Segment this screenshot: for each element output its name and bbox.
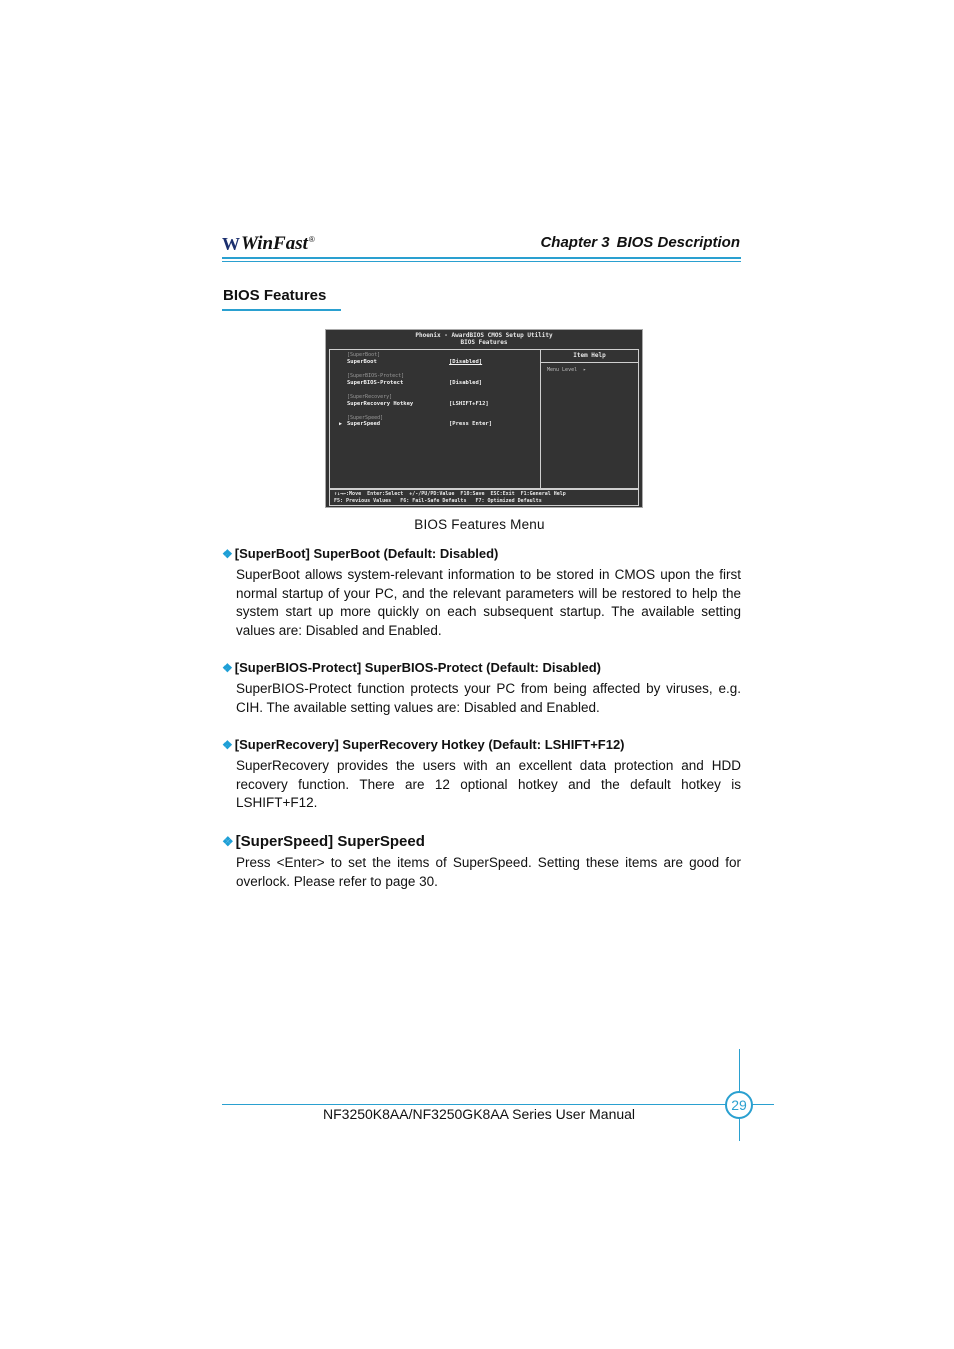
logo-registered: ®	[308, 235, 315, 244]
section-title: BIOS Features	[223, 287, 327, 304]
bios-group-label: [SuperSpeed]	[347, 415, 384, 421]
item-body-superbios-protect: SuperBIOS-Protect function protects your PC from being affected by viruses, e.g. CIH. The available setting values are: Disabled and Enabled.	[236, 681, 741, 715]
diamond-bullet-icon: ❖	[222, 737, 233, 752]
winfast-logo	[222, 233, 315, 255]
chapter-title: BIOS Description	[616, 234, 740, 251]
item-heading-text: [SuperSpeed] SuperSpeed	[235, 833, 425, 850]
item-heading-superrecovery	[222, 737, 625, 752]
bios-menu-level: Menu Level ▸	[547, 367, 587, 373]
bios-row-label[interactable]: SuperSpeed	[347, 421, 381, 427]
bios-row-value[interactable]: [Press Enter]	[449, 421, 493, 427]
bios-row-value[interactable]: [Disabled]	[449, 359, 483, 365]
footer-rule	[222, 1104, 774, 1105]
chapter-number: Chapter 3	[540, 234, 610, 251]
header-rule-thin	[222, 261, 741, 262]
bios-title: Phoenix - AwardBIOS CMOS Setup Utility	[415, 332, 553, 339]
page-number: 29	[725, 1091, 753, 1119]
bios-row-value[interactable]: [LSHIFT+F12]	[449, 401, 489, 407]
bios-row-label[interactable]: SuperRecovery Hotkey	[347, 401, 414, 407]
bios-footer-keys-1: ↑↓→←:Move Enter:Select +/-/PU/PD:Value F10:Save ESC:Exit F1:General Help	[334, 491, 566, 497]
logo-mark: W	[222, 234, 238, 254]
diamond-bullet-icon: ❖	[222, 833, 234, 849]
chapter-heading	[540, 234, 740, 251]
item-heading-text: [SuperBoot] SuperBoot (Default: Disabled)	[234, 546, 499, 561]
bios-divider	[540, 349, 541, 489]
bios-row-label[interactable]: SuperBoot	[347, 359, 377, 365]
submenu-arrow-icon: ▶	[339, 421, 343, 427]
diamond-bullet-icon: ❖	[222, 546, 233, 561]
bios-group-label: [SuperRecovery]	[347, 394, 393, 400]
bios-item-help-header: Item Help	[541, 350, 638, 363]
bios-row-label[interactable]: SuperBIOS-Protect	[347, 380, 404, 386]
logo-text: WinFast	[241, 233, 308, 254]
section-underline	[222, 309, 341, 311]
bios-screenshot	[325, 329, 643, 508]
item-heading-text: [SuperBIOS-Protect] SuperBIOS-Protect (Default: Disabled)	[234, 660, 601, 675]
item-heading-text: [SuperRecovery] SuperRecovery Hotkey (Default: LSHIFT+F12)	[234, 737, 625, 752]
manual-title: NF3250K8AA/NF3250GK8AA Series User Manual	[323, 1106, 636, 1122]
bios-group-label: [SuperBIOS-Protect]	[347, 373, 405, 379]
bios-footer-keys-2: F5: Previous Values F6: Fail-Safe Defaults F7: Optimized Defaults	[334, 498, 542, 504]
bios-row-value[interactable]: [Disabled]	[449, 380, 483, 386]
bios-subtitle: BIOS Features	[460, 339, 508, 346]
item-heading-superbios-protect	[222, 660, 601, 675]
bios-group-label: [SuperBoot]	[347, 352, 381, 358]
item-body-superrecovery: SuperRecovery provides the users with an excellent data protection and HDD recovery function. There are 12 optional hotkey and the default hotkey is LSHIFT+F12.	[236, 758, 741, 810]
diamond-bullet-icon: ❖	[222, 660, 233, 675]
figure-caption: BIOS Features Menu	[414, 517, 545, 532]
header-rule	[222, 257, 741, 259]
bios-footer	[329, 489, 639, 506]
item-heading-superspeed	[222, 833, 425, 850]
item-body-superspeed: Press <Enter> to set the items of SuperSpeed. Setting these items are good for overlock. Please refer to page 30.	[236, 855, 741, 889]
item-heading-superboot	[222, 546, 498, 561]
item-body-superboot: SuperBoot allows system-relevant information to be stored in CMOS upon the first normal startup of your PC, and the relevant parameters will be restored to help the system start up more quickly on each subsequent startup. The available setting values are: Disabled and Enabled.	[236, 567, 741, 638]
